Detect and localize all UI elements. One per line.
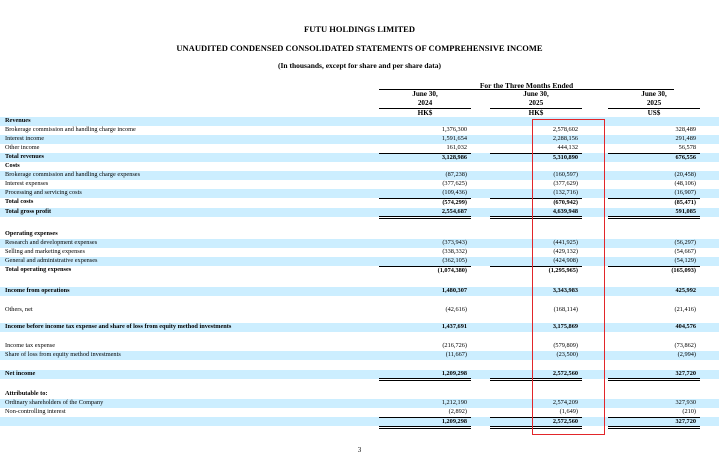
value-text: (441,925) [553, 239, 578, 246]
value-text: (210) [682, 408, 696, 415]
row-label: Selling and marketing expenses [5, 248, 85, 255]
value-cell [379, 208, 471, 219]
table-row [0, 171, 719, 179]
value-text [467, 117, 471, 124]
value-text [696, 162, 700, 169]
period-header: For the Three Months Ended [479, 81, 574, 90]
value-text: (56,297) [674, 239, 696, 246]
value-text: (16,907) [674, 189, 696, 196]
value-text: 2,572,560 [552, 370, 578, 377]
table-row [0, 351, 719, 359]
table-row [0, 342, 719, 350]
value-cell [608, 239, 700, 247]
value-text: 328,489 [675, 126, 696, 133]
value-cell [608, 306, 700, 314]
value-text: (160,597) [553, 171, 578, 178]
value-text: (373,943) [442, 239, 467, 246]
row-label: Others, net [5, 306, 33, 313]
row-label: Operating expenses [5, 230, 58, 237]
value-text: (73,862) [674, 342, 696, 349]
value-cell [379, 126, 471, 134]
units-note: (In thousands, except for share and per share data) [277, 61, 441, 70]
value-cell [379, 408, 471, 416]
value-cell [379, 117, 471, 125]
value-text: (1,649) [559, 408, 578, 415]
table-row [0, 126, 719, 134]
value-cell [379, 306, 471, 314]
table-row [0, 162, 719, 170]
row-label: Total operating expenses [5, 266, 72, 273]
value-text: (87,238) [445, 171, 467, 178]
value-text [467, 230, 471, 237]
column-header-line1: June 30, [412, 90, 438, 98]
value-text: 3,343,983 [552, 287, 578, 294]
table-row [0, 230, 719, 238]
value-text: (362,105) [442, 257, 467, 264]
value-text: 3,128,986 [441, 154, 467, 161]
table-row [0, 399, 719, 407]
value-cell [608, 144, 700, 152]
value-text: 1,209,298 [441, 418, 467, 425]
column-header-currency: US$ [608, 108, 700, 118]
value-text: (579,809) [553, 342, 578, 349]
table-row [0, 390, 719, 398]
column-header-2025-usd [608, 90, 700, 119]
table-row [0, 144, 719, 152]
value-cell [608, 189, 700, 197]
value-cell [608, 171, 700, 179]
value-cell [608, 399, 700, 407]
value-cell [608, 257, 700, 265]
value-cell [608, 287, 700, 295]
value-text: 2,554,687 [441, 208, 467, 215]
table-row [0, 306, 719, 314]
value-text: 161,032 [446, 144, 467, 151]
value-text: 1,376,300 [441, 126, 467, 133]
table-row [0, 189, 719, 197]
value-text: 1,209,298 [441, 370, 467, 377]
value-text [467, 162, 471, 169]
table-row [0, 239, 719, 247]
value-text: (48,106) [674, 180, 696, 187]
value-text: 327,720 [675, 418, 696, 425]
value-cell [379, 180, 471, 188]
row-label: Brokerage commission and handling charge expenses [5, 171, 141, 178]
value-text: (216,726) [442, 342, 467, 349]
value-cell [379, 287, 471, 295]
row-label: Total costs [5, 198, 34, 205]
value-cell [379, 370, 471, 381]
value-cell [608, 117, 700, 125]
value-text: 404,576 [675, 323, 696, 330]
row-label: Costs [5, 162, 20, 169]
value-cell [608, 126, 700, 134]
value-text: (377,629) [553, 180, 578, 187]
value-text: 425,992 [675, 287, 696, 294]
value-text: (165,093) [671, 267, 696, 274]
value-cell [379, 153, 471, 162]
value-text: (109,436) [442, 189, 467, 196]
value-text: 1,480,307 [441, 287, 467, 294]
value-text: 327,720 [675, 370, 696, 377]
value-cell [608, 266, 700, 275]
value-cell [608, 408, 700, 416]
value-text: (21,416) [674, 306, 696, 313]
value-text: 2,578,602 [552, 126, 578, 133]
value-text: 5,310,890 [552, 154, 578, 161]
value-text: (54,667) [674, 248, 696, 255]
row-label: Total revenues [5, 153, 45, 160]
value-text: (2,892) [448, 408, 467, 415]
value-cell [608, 351, 700, 359]
row-label: Income before income tax expense and share of loss from equity method investments [5, 323, 232, 330]
value-cell [379, 417, 471, 429]
value-cell [379, 257, 471, 265]
value-text: (377,625) [442, 180, 467, 187]
value-cell [608, 135, 700, 143]
table-row [0, 135, 719, 143]
value-cell [379, 239, 471, 247]
value-text [696, 390, 700, 397]
value-cell [608, 390, 700, 398]
value-text: (424,908) [553, 257, 578, 264]
value-cell [608, 417, 700, 429]
table-row [0, 208, 719, 216]
table-row [0, 287, 719, 295]
row-label: General and administrative expenses [5, 257, 98, 264]
row-label: Interest expenses [5, 180, 49, 187]
value-text: 2,288,156 [552, 135, 578, 142]
column-header-line2: 2025 [646, 99, 662, 108]
table-row [0, 417, 719, 425]
row-label: Income from operations [5, 287, 70, 294]
value-cell [379, 189, 471, 197]
value-cell [608, 342, 700, 350]
value-cell [379, 198, 471, 207]
value-text: 444,132 [557, 144, 578, 151]
value-cell [379, 266, 471, 275]
value-text: (2,994) [677, 351, 696, 358]
value-text: 591,085 [675, 208, 696, 215]
value-text: (1,295,965) [548, 267, 578, 274]
value-text: (85,471) [674, 199, 696, 206]
page-number: 3 [357, 446, 362, 454]
value-cell [608, 230, 700, 238]
value-text: 676,556 [675, 154, 696, 161]
value-text: 3,175,869 [552, 323, 578, 330]
row-label: Non-controlling interest [5, 408, 66, 415]
value-text: (168,114) [553, 306, 578, 313]
value-text: 1,591,654 [441, 135, 467, 142]
column-header-line1: June 30, [523, 90, 549, 98]
value-cell [379, 162, 471, 170]
table-row [0, 198, 719, 206]
value-cell [379, 390, 471, 398]
value-text: 2,574,209 [552, 399, 578, 406]
value-text: (338,332) [442, 248, 467, 255]
row-label: Processing and servicing costs [5, 189, 82, 196]
value-text: (54,129) [674, 257, 696, 264]
value-text: (132,716) [553, 189, 578, 196]
value-text: (11,667) [445, 351, 467, 358]
row-label: Share of loss from equity method investments [5, 351, 121, 358]
row-label: Brokerage commission and handling charge income [5, 126, 136, 133]
table-row [0, 266, 719, 274]
highlight-box [532, 119, 605, 435]
row-label: Interest income [5, 135, 44, 142]
value-cell [379, 351, 471, 359]
table-row [0, 323, 719, 331]
value-text [696, 230, 700, 237]
column-header-line2: 2025 [528, 99, 544, 108]
statement-title: UNAUDITED CONDENSED CONSOLIDATED STATEMENTS OF COMPREHENSIVE INCOME [176, 43, 543, 53]
table-row [0, 153, 719, 161]
table-row [0, 248, 719, 256]
row-label: Income tax expense [5, 342, 56, 349]
row-label: Other income [5, 144, 40, 151]
row-label: Ordinary shareholders of the Company [5, 399, 104, 406]
value-text: (429,132) [553, 248, 578, 255]
table-row [0, 408, 719, 416]
value-cell [608, 153, 700, 162]
row-label: Revenues [5, 117, 31, 124]
value-text: (670,942) [553, 199, 578, 206]
value-cell [608, 198, 700, 207]
value-cell [379, 230, 471, 238]
value-text: 327,930 [675, 399, 696, 406]
table-row [0, 180, 719, 188]
value-text: (1,074,380) [437, 267, 467, 274]
value-text: 4,639,948 [552, 208, 578, 215]
value-text [467, 390, 471, 397]
column-header-2024-hkd [379, 90, 471, 119]
value-text: (23,500) [556, 351, 578, 358]
row-label: Net income [5, 370, 36, 377]
value-text: 56,578 [678, 144, 696, 151]
value-cell [379, 323, 471, 331]
column-header-line1: June 30, [641, 90, 667, 98]
value-cell [379, 342, 471, 350]
column-header-line2: 2024 [417, 99, 433, 108]
value-cell [608, 162, 700, 170]
company-name: FUTU HOLDINGS LIMITED [304, 24, 415, 34]
value-cell [608, 248, 700, 256]
value-text: 2,572,560 [552, 418, 578, 425]
row-label: Research and development expenses [5, 239, 98, 246]
table-row [0, 117, 719, 125]
column-header-2025-hkd [490, 90, 582, 119]
value-cell [608, 370, 700, 381]
value-text: (42,616) [445, 306, 467, 313]
value-text: 1,437,691 [441, 323, 467, 330]
value-cell [379, 144, 471, 152]
value-text: (574,299) [442, 199, 467, 206]
value-cell [379, 171, 471, 179]
value-cell [379, 135, 471, 143]
table-row [0, 257, 719, 265]
table-row [0, 370, 719, 378]
row-label: Attributable to: [5, 390, 48, 397]
value-cell [608, 180, 700, 188]
value-text [696, 117, 700, 124]
column-header-currency: HK$ [379, 108, 471, 118]
value-cell [379, 248, 471, 256]
value-text: 1,212,190 [441, 399, 467, 406]
value-text: 291,489 [675, 135, 696, 142]
value-cell [608, 208, 700, 219]
row-label: Total gross profit [5, 208, 52, 215]
value-cell [608, 323, 700, 331]
value-text: (20,458) [674, 171, 696, 178]
value-cell [379, 399, 471, 407]
column-header-currency: HK$ [490, 108, 582, 118]
